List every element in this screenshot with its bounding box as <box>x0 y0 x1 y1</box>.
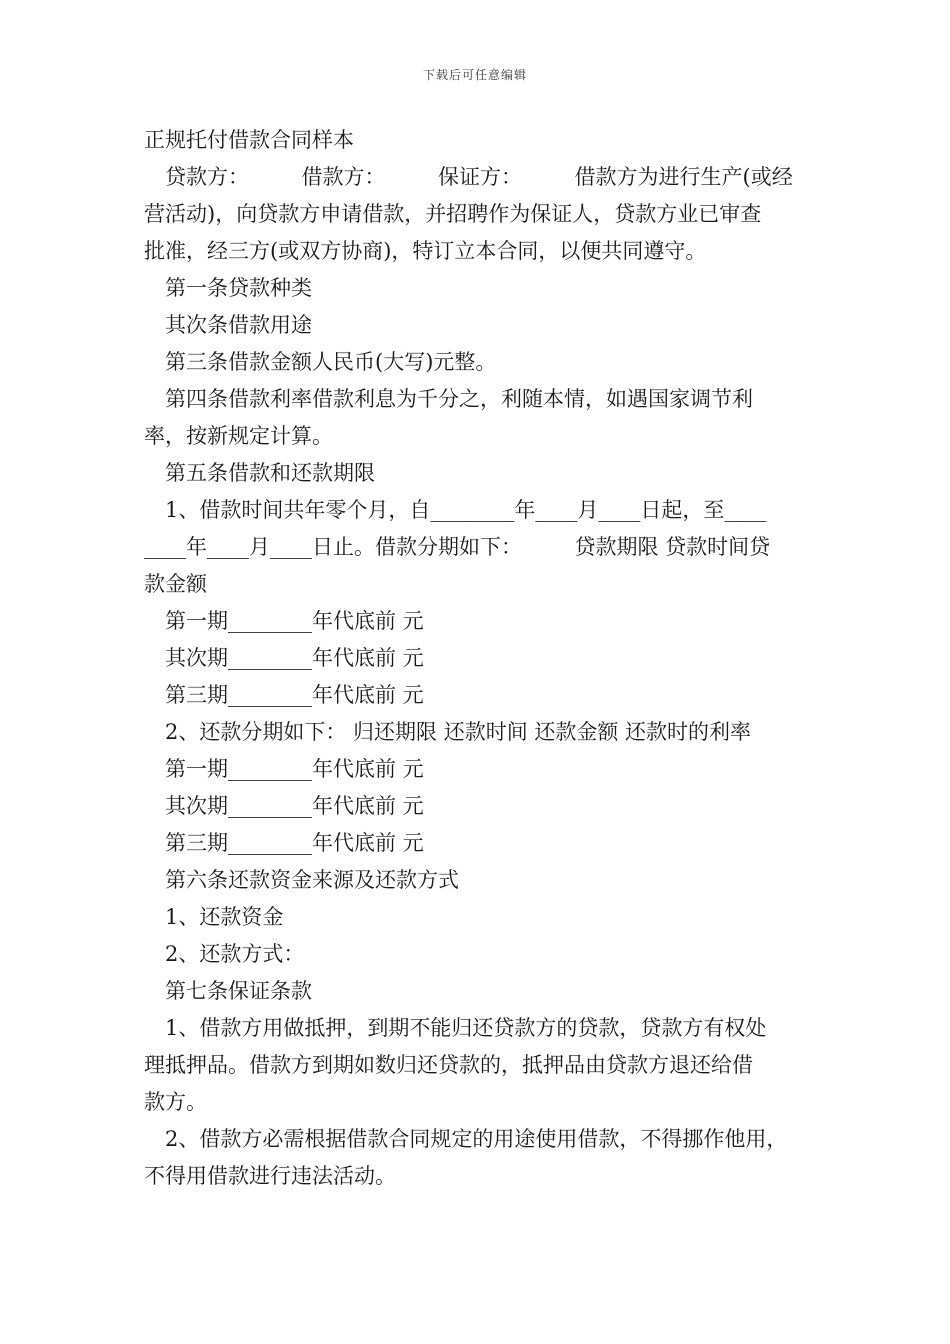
text-line: 第七条保证条款 <box>165 979 312 1003</box>
text-line: 1、借款时间共年零个月，自________年____月____日起，至____ <box>165 498 767 522</box>
text-line: 款金额 <box>144 572 207 596</box>
text-line: 2、还款方式： <box>165 942 305 966</box>
text-line: 其次条借款用途 <box>165 313 312 337</box>
text-line: 第三期________年代底前 元 <box>165 831 424 855</box>
text-line: 理抵押品。借款方到期如数归还贷款的，抵押品由贷款方退还给借 <box>144 1053 753 1077</box>
text-line: 第五条借款和还款期限 <box>165 461 375 485</box>
text-line: 第三期________年代底前 元 <box>165 683 424 707</box>
document-title: 正规托付借款合同样本 <box>144 128 354 152</box>
text-line: 第三条借款金额人民币(大写)元整。 <box>165 350 497 374</box>
text-line: 1、借款方用做抵押，到期不能归还贷款方的贷款，贷款方有权处 <box>165 1016 767 1040</box>
text-line: 1、还款资金 <box>165 905 284 929</box>
text-line: 2、借款方必需根据借款合同规定的用途使用借款，不得挪作他用， <box>165 1127 788 1151</box>
text-line: 第一条贷款种类 <box>165 276 312 300</box>
text-line: 第一期________年代底前 元 <box>165 757 424 781</box>
text-line: ____年____月____日止。借款分期如下： 贷款期限 贷款时间贷 <box>144 535 771 559</box>
document-body <box>144 122 812 1195</box>
text-line: 其次期________年代底前 元 <box>165 794 424 818</box>
paragraph-lines <box>144 159 812 1195</box>
text-line: 率，按新规定计算。 <box>144 424 333 448</box>
text-line: 第四条借款利率借款利息为千分之，利随本情，如遇国家调节利 <box>165 387 753 411</box>
text-line: 款方。 <box>144 1090 207 1114</box>
text-line: 第一期________年代底前 元 <box>165 609 424 633</box>
text-line: 营活动)，向贷款方申请借款，并招聘作为保证人，贷款方业已审查 <box>144 202 762 226</box>
text-line: 第六条还款资金来源及还款方式 <box>165 868 459 892</box>
text-line: 不得用借款进行违法活动。 <box>144 1164 396 1188</box>
text-line: 批准，经三方(或双方协商)，特订立本合同，以便共同遵守。 <box>144 239 707 263</box>
text-line: 其次期________年代底前 元 <box>165 646 424 670</box>
header-note: 下载后可任意编辑 <box>422 68 527 82</box>
text-line: 2、还款分期如下： 归还期限 还款时间 还款金额 还款时的利率 <box>165 720 752 744</box>
text-line: 贷款方： 借款方： 保证方： 借款方为进行生产(或经 <box>165 165 793 189</box>
